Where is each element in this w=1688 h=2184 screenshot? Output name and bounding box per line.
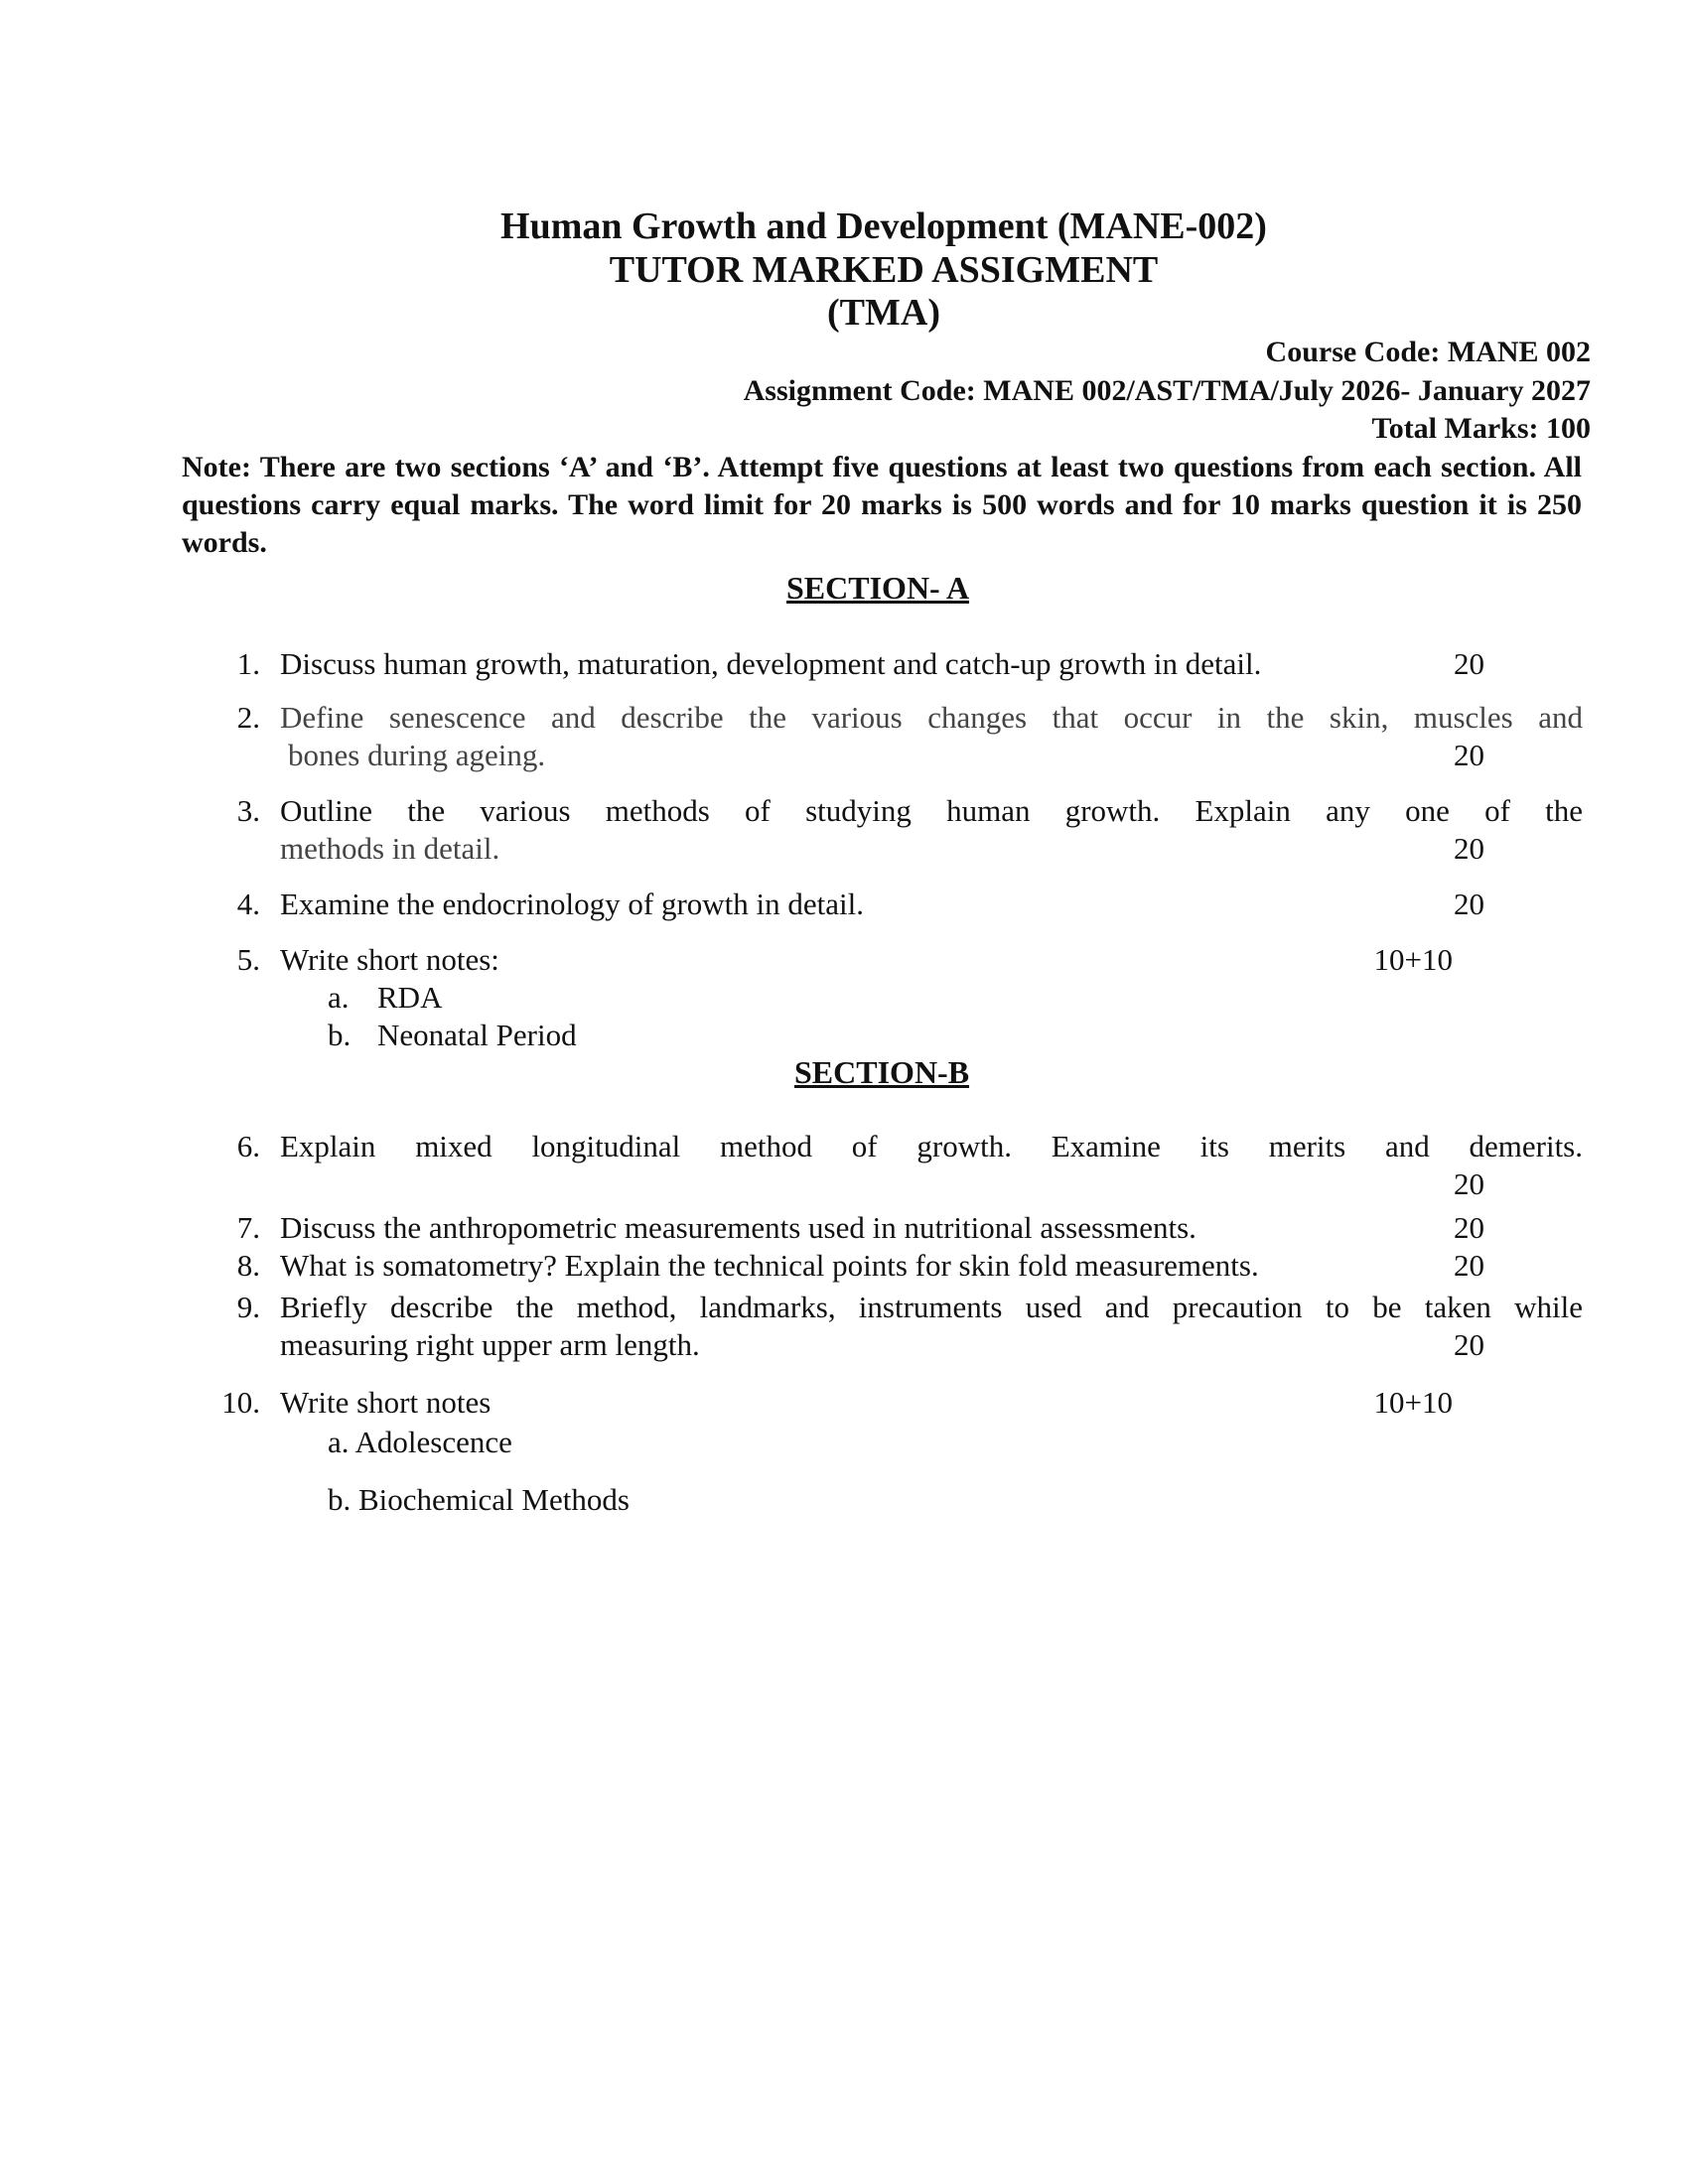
question-text: What is somatometry? Explain the technical points for skin fold measurements. xyxy=(280,1248,1259,1283)
sub-item-text: Neonatal Period xyxy=(377,1018,577,1052)
question-marks: 20 xyxy=(1454,1210,1484,1245)
question-number: 5. xyxy=(236,942,260,977)
question-text: Define senescence and describe the various changes that occur in the skin, muscles and xyxy=(280,700,1583,735)
question-text: Write short notes: xyxy=(280,942,499,977)
question-text: Discuss human growth, maturation, development and catch-up growth in detail. xyxy=(280,646,1262,681)
question-number: 7. xyxy=(236,1210,260,1245)
question-text-continued: measuring right upper arm length. xyxy=(280,1327,700,1362)
question-number: 3. xyxy=(236,793,260,828)
instructions-note: Note: There are two sections ‘A’ and ‘B’. Attempt five questions at least two questions from each section. All questions carry equal marks. The word limit for 20 marks is 500 words and for 10 marks question it is 250 words. xyxy=(182,451,1582,559)
assignment-code: Assignment Code: MANE 002/AST/TMA/July 2026- January 2027 xyxy=(743,374,1591,407)
question-text-continued: bones during ageing. xyxy=(288,738,546,772)
question-number: 4. xyxy=(236,887,260,921)
section-b-heading: SECTION-B xyxy=(794,1054,970,1090)
section-a-heading: SECTION- A xyxy=(786,570,970,606)
sub-item-text: RDA xyxy=(377,980,443,1015)
question-number: 1. xyxy=(236,646,260,681)
question-number: 6. xyxy=(236,1129,260,1163)
question-text: Examine the endocrinology of growth in detail. xyxy=(280,887,864,921)
question-text-continued: methods in detail. xyxy=(280,831,500,866)
sub-item-letter: a. xyxy=(328,980,350,1015)
question-marks: 20 xyxy=(1454,1327,1484,1362)
question-number: 10. xyxy=(221,1385,260,1420)
document-title: Human Growth and Development (MANE-002) xyxy=(500,205,1267,247)
question-marks: 20 xyxy=(1454,831,1484,866)
course-code: Course Code: MANE 002 xyxy=(1265,336,1591,368)
question-text: Outline the various methods of studying human growth. Explain any one of the xyxy=(280,793,1583,828)
question-text: Discuss the anthropometric measurements used in nutritional assessments. xyxy=(280,1210,1196,1245)
question-number: 9. xyxy=(236,1290,260,1324)
total-marks: Total Marks: 100 xyxy=(1371,412,1591,445)
question-marks: 10+10 xyxy=(1373,942,1453,977)
tma-label: (TMA) xyxy=(827,292,940,334)
question-marks: 10+10 xyxy=(1373,1385,1453,1420)
document-subtitle: TUTOR MARKED ASSIGMENT xyxy=(609,249,1159,291)
question-number: 2. xyxy=(236,700,260,735)
sub-item-text: b. Biochemical Methods xyxy=(328,1482,630,1517)
question-marks: 20 xyxy=(1454,1166,1484,1201)
question-marks: 20 xyxy=(1454,887,1484,921)
sub-item-letter: b. xyxy=(328,1018,352,1052)
question-marks: 20 xyxy=(1454,738,1484,772)
sub-item-text: a. Adolescence xyxy=(328,1425,512,1459)
question-text: Explain mixed longitudinal method of growth. Examine its merits and demerits. xyxy=(280,1129,1583,1163)
question-number: 8. xyxy=(236,1248,260,1283)
question-marks: 20 xyxy=(1454,646,1484,681)
question-text: Briefly describe the method, landmarks, instruments used and precaution to be taken while xyxy=(280,1290,1583,1324)
question-marks: 20 xyxy=(1454,1248,1484,1283)
question-text: Write short notes xyxy=(280,1385,492,1420)
